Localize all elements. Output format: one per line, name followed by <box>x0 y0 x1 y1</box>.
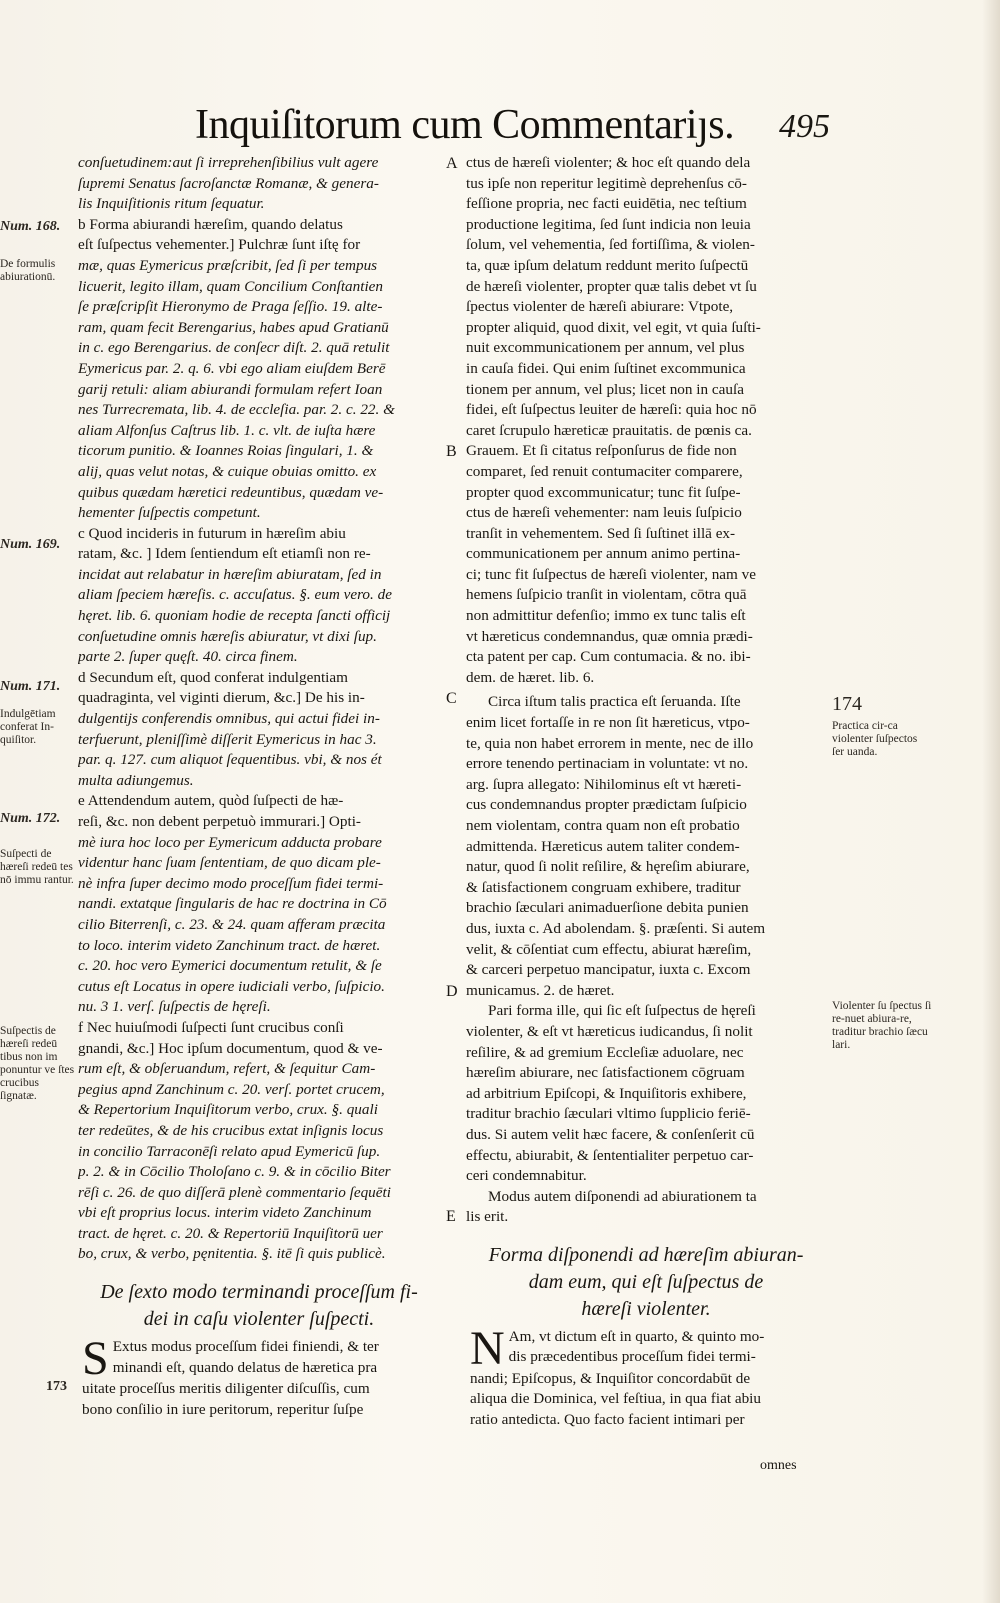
text-line: ci; tunc fit ſuſpectus de hæreſi violenter, nam ve <box>466 565 756 583</box>
text-line: ctus de hæreſi vehementer: nam leuis ſuſpicio <box>466 504 742 522</box>
right-section-title <box>466 1242 826 1323</box>
left-section-title-line: dei in caſu violenter ſuſpecti. <box>143 1308 375 1331</box>
text-line: te, quia non habet errorem in mente, nec de illo <box>466 734 754 752</box>
drop-initial: S <box>82 1332 109 1386</box>
text-line: parte 2. ſuper quęſt. 40. circa finem. <box>78 648 298 666</box>
margin-note: Practica cir-ca violenter ſuſpectos ſer uanda. <box>832 720 918 758</box>
page-number: 495 <box>779 108 830 145</box>
text-line: multa adiungemus. <box>78 771 194 789</box>
text-line: dus. Si autem velit hæc facere, & conſenſerit cū <box>466 1125 755 1143</box>
text-line: conſuetudine omnis hæreſis abiuratur, vt dixi ſup. <box>78 627 377 645</box>
text-line: ticorum punitio. & Ioannes Roias ſingulari, 1. & <box>78 442 374 460</box>
text-line: Pari forma ille, qui ſic eſt ſuſpectus de hęreſi <box>488 1002 756 1020</box>
margin-note: Violenter ſu ſpectus ſi re-nuet abiura-re, traditur brachio ſæcu lari. <box>832 1000 932 1051</box>
text-line: brachio ſæculari animaduerſione debita punien <box>466 899 749 917</box>
margin-note: Indulgētiam conferat In-quiſitor. <box>0 708 56 746</box>
text-line: eſt ſuſpectus vehementer.] Pulchræ ſunt iſtę for <box>78 236 361 254</box>
text-line: arg. ſupra allegato: Nihilominus eſt vt hæreti- <box>466 775 742 793</box>
text-line: fidei, eſt ſuſpectus leuiter de hæreſi: quia hoc nō <box>466 401 757 419</box>
text-line: nandi. extatque ſingularis de hac re doctrina in Cō <box>78 895 387 913</box>
text-line: ſupremi Senatus ſacroſanctæ Romanæ, & genera- <box>78 174 379 192</box>
text-line: hemens ſuſpicio tranſit in violentam, cōtra quā <box>466 586 747 604</box>
text-line: par. q. 127. cum aliquot ſequentibus. vbi, & nos ét <box>78 751 382 769</box>
text-line: pegius apnd Zanchinum c. 20. verſ. portet crucem, <box>78 1080 385 1098</box>
text-line: videntur hanc ſuam ſententiam, de quo dicam ple- <box>78 854 381 872</box>
text-line: vt hæreticus condemnandus, quæ omnia prædi- <box>466 627 753 645</box>
text-line: in concilio Tarraconēſi relato apud Eymericū ſup. <box>78 1142 381 1160</box>
text-line: garij retuli: aliam abiurandi formulam refert Ioan <box>78 380 383 398</box>
text-line: Circa iſtum talis practica eſt ſeruanda. Iſte <box>488 693 741 711</box>
left-section-title <box>78 1279 440 1333</box>
text-line: f Nec huiuſmodi ſuſpecti ſunt crucibus conſi <box>78 1018 344 1036</box>
text-line: terfuerunt, pleniſſimè diſſerit Eymericus in hac 3. <box>78 730 377 748</box>
section-letter: C <box>446 690 457 707</box>
text-line: ram, quam fecit Berengarius, habes apud Gratianū <box>78 318 389 336</box>
text-line: & Repertorium Inquiſitorum verbo, crux. §. quali <box>78 1101 378 1119</box>
left-column <box>78 153 440 1420</box>
text-line: Extus modus proceſſum fidei finiendi, & ter <box>112 1338 379 1356</box>
text-line: nu. 3 1. verſ. ſuſpectis de hęreſi. <box>78 998 271 1016</box>
text-line: ter redeūtes, & de his crucibus extat inſignis locus <box>78 1121 384 1139</box>
text-line: enim licet fortaſſe in re non ſit hæreticus, vtpo- <box>466 714 750 732</box>
text-line: ſe præſcripſit Hieronymo de Praga ſeſſio. 19. alte- <box>78 298 383 316</box>
text-line: d Secundum eſt, quod conferat indulgentiam <box>78 668 348 686</box>
text-line: conſuetudinem:aut ſi irreprehenſibilius vult agere <box>78 154 379 171</box>
text-line: bono conſilio in iure peritorum, reperitur ſuſpe <box>82 1400 364 1418</box>
text-line: Eymericus par. 2. q. 6. vbi ego aliam eiuſdem Berē <box>78 359 386 377</box>
text-line: errore tenendo pertinaciam in voluntate: vt no. <box>466 755 749 773</box>
text-line: minandi eſt, quando delatus de hæretica pra <box>112 1358 378 1376</box>
text-line: nandi; Epiſcopus, & Inquiſitor concordabūt de <box>470 1369 751 1387</box>
right-section-title-line: Forma diſponendi ad hæreſim abiuran- <box>488 1243 804 1266</box>
text-line: violenter, & eſt vt hæreticus iudicandus, ſi nolit <box>466 1022 753 1040</box>
text-line: aliqua die Dominica, vel feſtiua, in qua fiat abiu <box>470 1390 761 1408</box>
text-line: alij, quas velut notas, & cuique obuias omitto. ex <box>78 462 377 480</box>
margin-note: De formulis abiurationū. <box>0 258 56 283</box>
text-line: Grauem. Et ſi citatus reſponſurus de fide non <box>466 442 737 460</box>
text-line: mè iura hoc loco per Eymericum adducta probare <box>78 833 382 851</box>
text-line: e Attendendum autem, quòd ſuſpecti de hæ- <box>78 792 344 810</box>
text-line: lis Inquiſitionis ritum ſequatur. <box>78 195 265 213</box>
left-section-title-line: De ſexto modo terminandi proceſſum fi- <box>100 1281 418 1304</box>
section-letter: B <box>446 443 457 460</box>
text-line: quadraginta, vel viginti dierum, &c.] De his in- <box>78 689 365 707</box>
left-section-body <box>78 1332 440 1420</box>
text-line: propter aliquid, quod dixit, vel egit, vt quia ſuſti- <box>466 318 761 336</box>
text-line: tus ipſe non reperitur legitimè deprehenſus cō- <box>466 174 747 192</box>
margin-note: Num. 172. <box>0 811 61 826</box>
right-section-title-line: hæreſi violenter. <box>581 1297 711 1320</box>
text-line: bo, crux, & verbo, pęnitentia. §. itē ſi quis publicè. <box>78 1245 386 1263</box>
text-line: dis præcedentibus proceſſum fidei termi- <box>508 1348 756 1366</box>
text-line: ta, quæ ipſum delatum reddunt merito ſuſpectū <box>466 256 749 274</box>
right-section-body <box>466 1321 826 1431</box>
text-line: c Quod incideris in futurum in hæreſim abiu <box>78 524 346 542</box>
text-line: cus condemnandus propter prædictam ſuſpicio <box>466 796 747 814</box>
section-letter: A <box>446 155 458 172</box>
text-line: hęret. lib. 6. quoniam hodie de recepta ſancti officij <box>78 607 391 625</box>
text-line: hementer ſuſpectis competunt. <box>78 504 261 522</box>
text-line: velit, & cōſentiat cum effectu, abiurat hæreſim, <box>466 940 752 958</box>
margin-note: Num. 168. <box>0 219 61 234</box>
text-line: propter quod excommunicatur; tunc fit ſuſpe- <box>466 483 741 501</box>
margin-note: 173 <box>46 1379 67 1394</box>
text-line: productione legitima, ſed ſunt indicia non leuia <box>466 215 751 233</box>
margin-note: Num. 169. <box>0 537 61 552</box>
text-line: aliam ſpeciem hæreſis. c. accuſatus. §. eum vero. de <box>78 586 392 604</box>
text-line: cutus eſt Locatus in opere iudiciali verbo, ſuſpicio. <box>78 977 385 995</box>
text-line: incidat aut relabatur in hæreſim abiuratam, ſed in <box>78 565 382 583</box>
text-line: comparet, ſed renuit contumaciter comparere, <box>466 462 743 480</box>
text-line: traditur brachio ſæculari vltimo ſupplicio feriē- <box>466 1105 751 1123</box>
text-line: aliam Alfonſus Caſtrus lib. 1. c. vlt. de iuſta hære <box>78 421 376 439</box>
text-line: licuerit, legito illam, quam Concilium Conſtantien <box>78 277 383 295</box>
text-line: & carceri perpetuo mancipatur, iuxta c. Excom <box>466 961 751 979</box>
text-line: ad arbitrium Epiſcopi, & Inquiſitoris exhibere, <box>466 1084 747 1102</box>
text-line: nes Turrecremata, lib. 4. de eccleſia. par. 2. c. 22. & <box>78 401 395 419</box>
text-line: ſpectus violenter de hæreſi abiurare: Vtpote, <box>466 298 734 316</box>
text-line: dulgentijs conferendis omnibus, qui actui fidei in- <box>78 710 380 728</box>
text-line: communicationem per annum animo pertina- <box>466 545 741 563</box>
page-edge-shadow <box>982 0 1000 1603</box>
text-line: municamus. 2. de hæret. <box>466 981 615 999</box>
drop-initial: N <box>470 1321 505 1375</box>
text-line: vbi eſt proprius locus. interim videto Zanchinum <box>78 1204 372 1222</box>
text-line: reſi, &c. non debent perpetuò immurari.] Opti- <box>78 813 361 830</box>
text-line: to loco. interim videto Zanchinum tract. de hæret. <box>78 936 381 954</box>
text-line: mæ, quas Eymericus præſcribit, ſed ſi per tempus <box>78 256 378 274</box>
margin-note: Suſpectis de hæreſi redeū tibus non im ponuntur ve ſtes crucibus ſignatæ. <box>0 1025 75 1102</box>
text-line: quibus quædam hæretici redeuntibus, quædam ve- <box>78 483 384 501</box>
text-line: gnandi, &c.] Hoc ipſum documentum, quod & ve- <box>78 1039 383 1057</box>
text-line: Modus autem diſponendi ad abiurationem ta <box>488 1187 757 1205</box>
text-line: & ſatisfactionem congruam exhibere, traditur <box>466 878 741 896</box>
text-line: hæreſim abiurare, nec ſatisfactionem cōgruam <box>466 1064 745 1082</box>
text-line: tionem per annum, vel plus; licet non in cauſa <box>466 380 744 398</box>
catchword: omnes <box>760 1458 797 1473</box>
text-line: nuit excommunicationem per annum, vel plus <box>466 339 745 357</box>
text-line: lis erit. <box>466 1208 509 1226</box>
text-line: dem. de hæret. lib. 6. <box>466 668 595 686</box>
text-line: ſolum, vel vehementia, ſed fortiſſima, & violen- <box>466 236 755 254</box>
text-line: p. 2. & in Cōcilio Tholoſano c. 9. & in cōcilio Biter <box>78 1163 391 1181</box>
text-line: in c. ego Berengarius. de conſecr diſt. 2. quā retulit <box>78 339 390 357</box>
text-line: ratio antedicta. Quo facto facient intimari per <box>470 1411 745 1429</box>
text-line: ceri condemnabitur. <box>466 1167 587 1185</box>
margin-note: 174 <box>832 693 862 715</box>
text-line: nè infra ſuper decimo modo proceſſum fidei termi- <box>78 874 384 892</box>
margin-note: Suſpecti de hæreſi redeū tes nō immu rantur. <box>0 848 74 886</box>
right-column <box>466 153 826 1431</box>
text-line: de hæreſi violenter, propter quæ talis debet vt ſu <box>466 277 757 295</box>
right-section-title-line: dam eum, qui eſt ſuſpectus de <box>528 1270 764 1293</box>
text-line: b Forma abiurandi hæreſim, quando delatus <box>78 215 343 233</box>
text-line: Am, vt dictum eſt in quarto, & quinto mo- <box>508 1327 765 1345</box>
text-line: tranſit in vehementem. Sed ſi ſuſtinet illā ex- <box>466 524 736 542</box>
text-line: feſſione propria, nec facti euidētia, nec teſtium <box>466 195 747 213</box>
text-line: caret ſcrupulo hæreticæ prauitatis. de pœnis ca. <box>466 421 752 439</box>
section-letter: D <box>446 983 458 1000</box>
text-line: nem violentam, contra quam non eſt probatio <box>466 817 740 834</box>
running-title: Inquiſitorum cum Commentariȷs. <box>195 102 735 148</box>
text-line: uitate proceſſus meritis diligenter diſcuſſis, cum <box>82 1380 370 1398</box>
text-line: ratam, &c. ] Idem ſentiendum eſt etiamſi non re- <box>78 545 371 563</box>
margin-note: Num. 171. <box>0 679 61 694</box>
section-letter: E <box>446 1208 456 1225</box>
text-line: admittenda. Hæreticus autem taliter condem- <box>466 837 740 855</box>
text-line: c. 20. hoc vero Eymerici documentum retulit, & ſe <box>78 957 382 975</box>
text-line: cta patent per cap. Cum contumacia. & no. ibi- <box>466 648 751 666</box>
text-line: effectu, abiurabit, & ſententialiter perpetuo car- <box>466 1146 754 1164</box>
text-line: ctus de hæreſi violenter; & hoc eſt quando dela <box>466 154 751 171</box>
text-line: tract. de hęret. c. 20. & Repertoriū Inquiſitorū uer <box>78 1224 383 1242</box>
text-line: natur, quod ſi nolit reſilire, & hęreſim abiurare, <box>466 858 750 876</box>
page-header <box>195 100 830 150</box>
text-line: non admittitur defenſio; immo ex tunc talis eſt <box>466 607 746 625</box>
text-line: in cauſa fidei. Qui enim ſuſtinet excommunica <box>466 359 746 377</box>
text-line: dus, iuxta c. Ad abolendam. §. præſenti. Si autem <box>466 919 766 937</box>
text-line: rēſi c. 26. de quo diſſerā plenè commentario ſequēti <box>78 1183 391 1201</box>
text-line: reſilire, & ad gremium Eccleſiæ aduolare, nec <box>466 1043 744 1061</box>
text-line: rum eſt, & obſeruandum, refert, & ſequitur Cam- <box>78 1060 376 1078</box>
text-line: cilio Biterrenſi, c. 23. & 24. quam afferam præcita <box>78 915 386 933</box>
